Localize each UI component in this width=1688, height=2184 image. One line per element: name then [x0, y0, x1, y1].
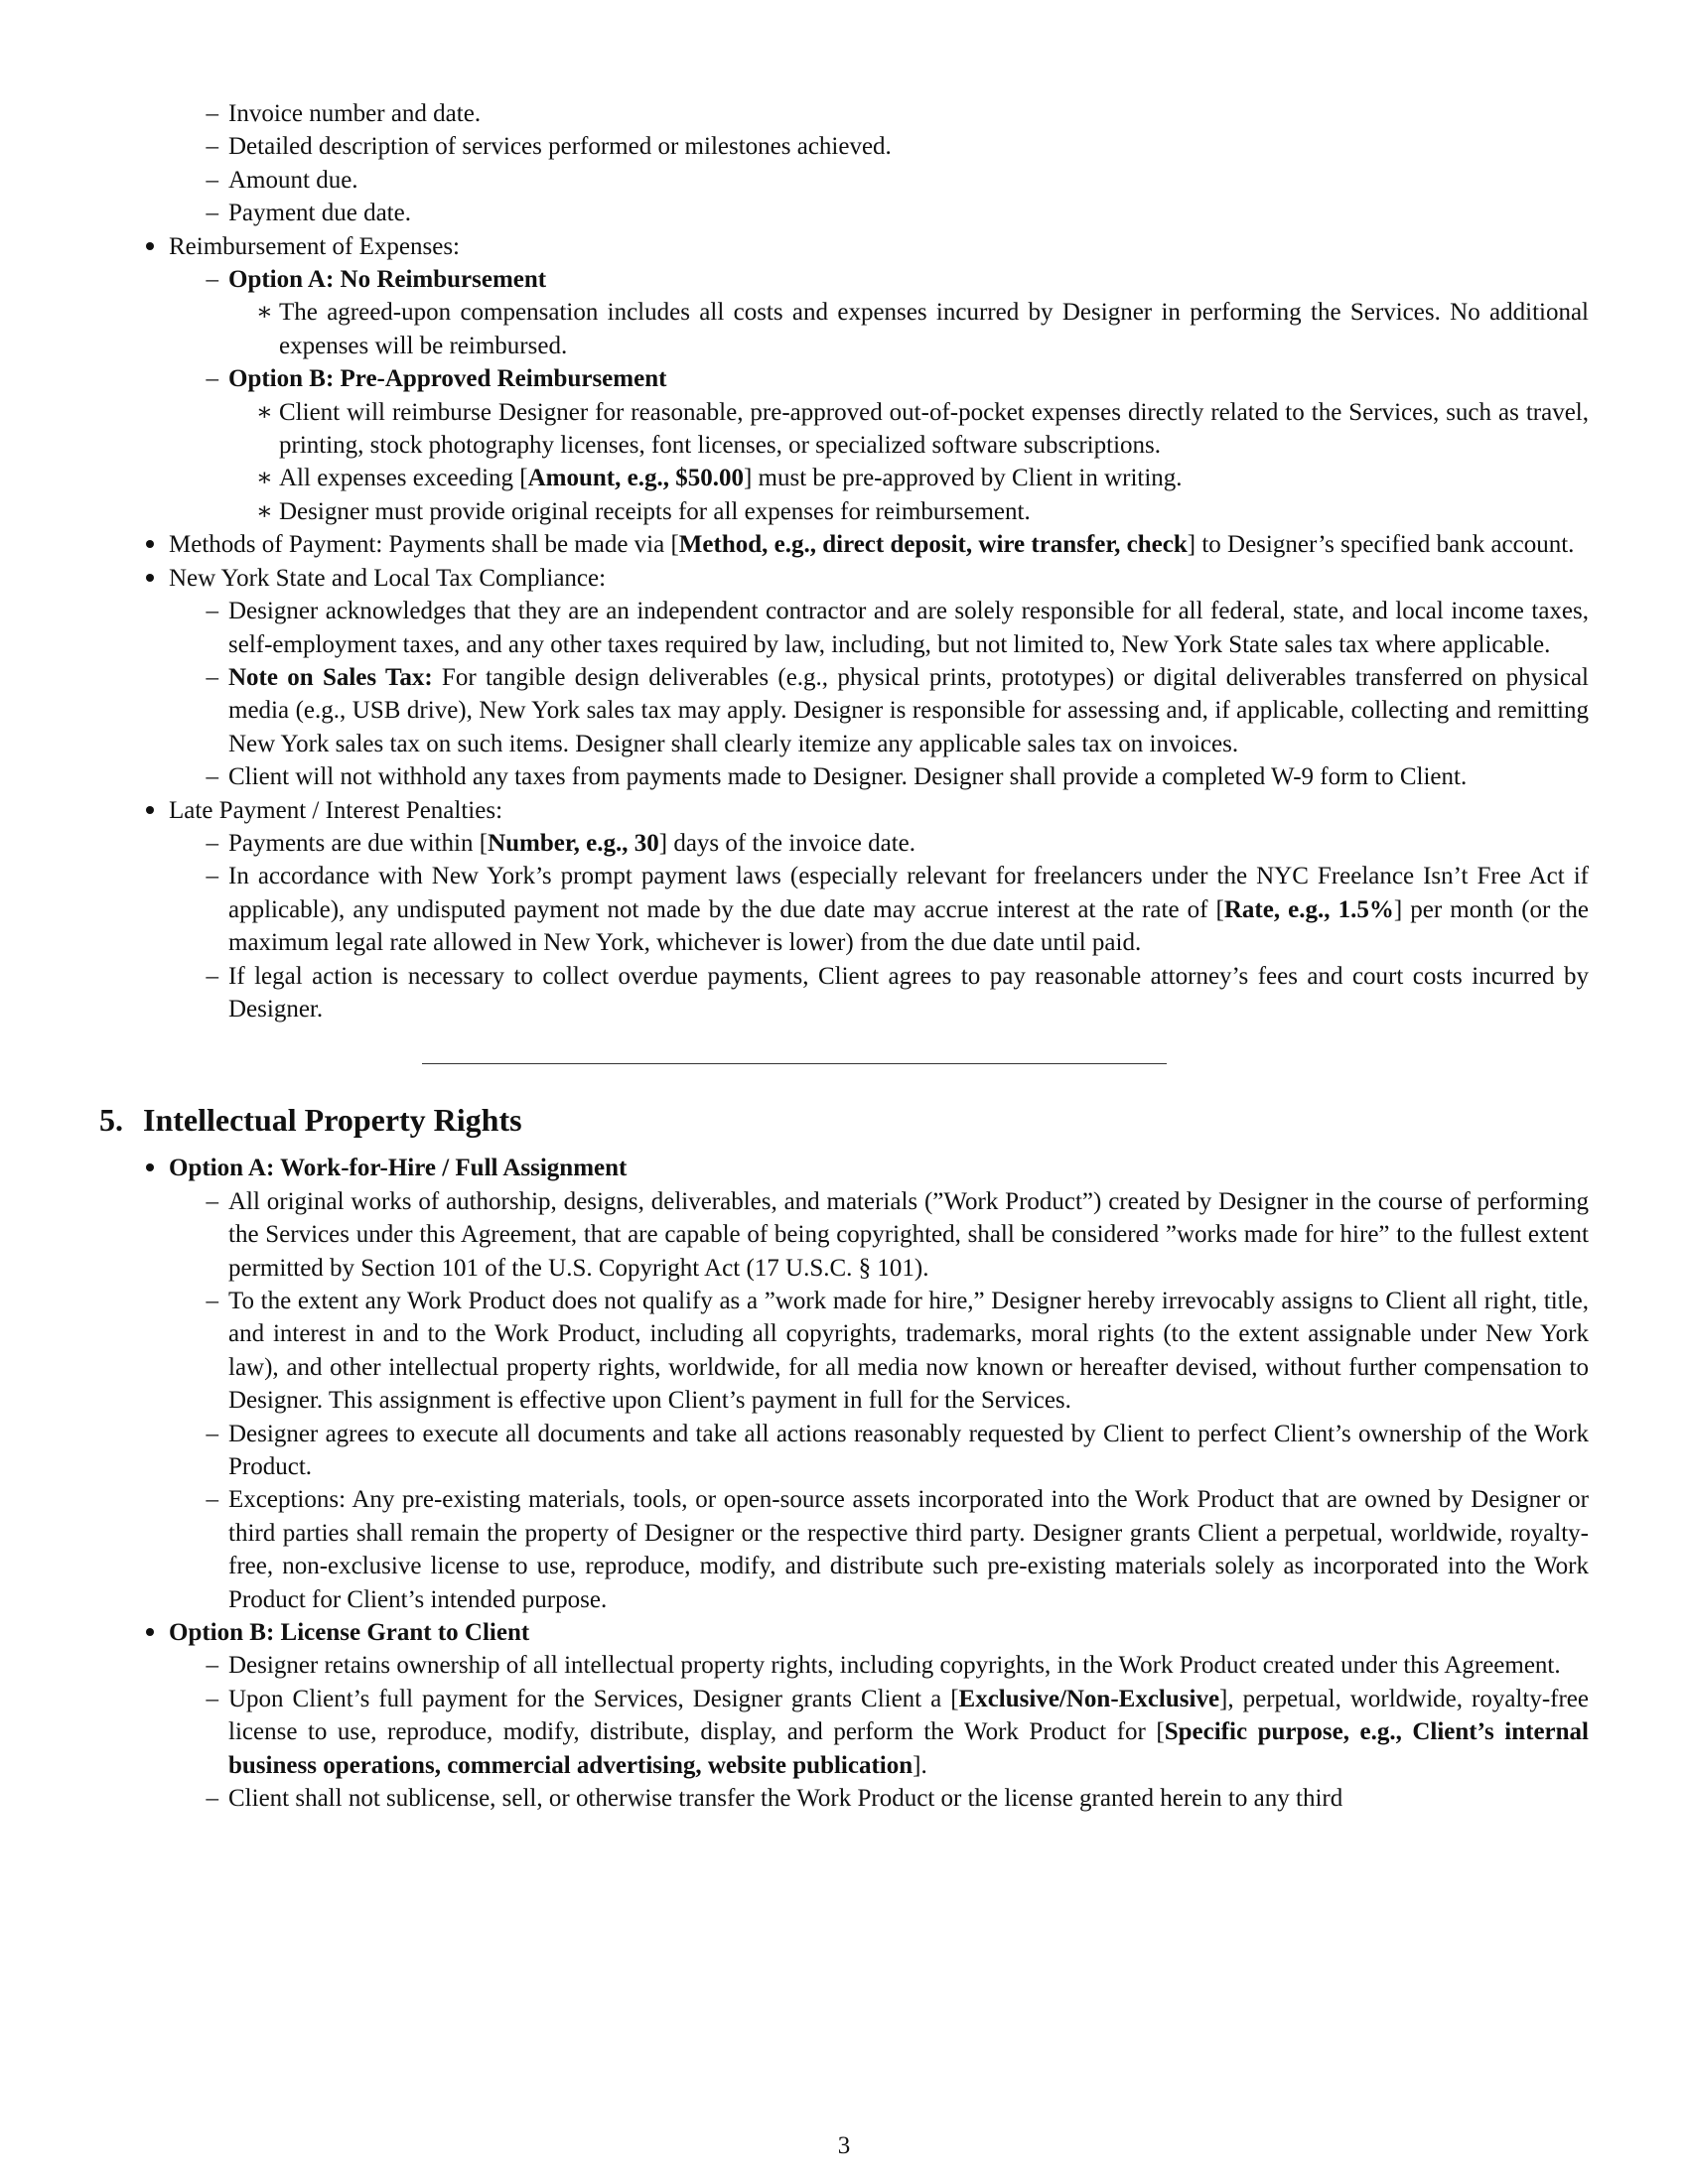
list-item: ∗ Designer must provide original receipts for all expenses for reimbursement. [256, 497, 1031, 525]
section-heading: 5. Intellectual Property Rights [99, 1102, 522, 1139]
list-item: – If legal action is necessary to collect overdue payments, Client agrees to pay reasonable attorney’s fees and court costs incurred by Designer. [206, 962, 1589, 1023]
list-item: – Option B: Pre-Approved Reimbursement ∗ Client will reimburse Designer for reasonable, pre-approved out-of-pocket expenses directly related to the Services, such as travel, printing, stock photography licenses, font licenses, or specialized software subscriptions. ∗ All expenses exceeding [Amount, e.g., $50.00] must be pre-approved by Client in writing. ∗ Designer must provide original receipts for all expenses for reimbursement. [169, 362, 1589, 528]
tax-item: New York State and Local Tax Compliance: – Designer acknowledges that they are an independent contractor and are solely responsible for all federal, state, and local income taxes, self-employment taxes, and any other taxes required by law, including, but not limited to, New York State sales tax where applicable. – Note on Sales Tax: For tangible design deliverables (e.g., physical prints, prototypes) or digital deliverables transferred on physical media (e.g., USB drive), New York sales tax may apply. Designer is responsible for assessing and, if applicable, collecting and remitting New York sales tax on such items. Designer shall clearly itemize any applicable sales tax on invoices. – Client will not withhold any taxes from payments made to Designer. Designer shall provide a completed W-9 form to Client. [99, 562, 1589, 794]
list-item: – Option A: No Reimbursement ∗ The agreed-upon compensation includes all costs and expenses incurred by Designer in performing the Services. No additional expenses will be reimbursed. [169, 263, 1589, 362]
late-payment-item: Late Payment / Interest Penalties: – Payments are due within [Number, e.g., 30] days of the invoice date. – In accordance with New York’s prompt payment laws (especially relevant for freelancers under the NYC Freelance Isn’t Free Act if applicable), any undisputed payment not made by the due date may accrue interest at the rate of [Rate, e.g., 1.5%] per month (or the maximum legal rate allowed in New York, whichever is lower) from the due date until paid. – If legal action is necessary to collect overdue payments, Client agrees to pay reasonable attorney’s fees and court costs incurred by Designer. [99, 794, 1589, 1026]
list-item: ∗ Client will reimburse Designer for reasonable, pre-approved out-of-pocket expenses directly related to the Services, such as travel, printing, stock photography licenses, font licenses, or specialized software subscriptions. [256, 398, 1589, 460]
list-item: ∗ The agreed-upon compensation includes all costs and expenses incurred by Designer in performing the Services. No additional expenses will be reimbursed. [256, 299, 1589, 359]
page-number: 3 [837, 2132, 851, 2159]
list-item: – Designer retains ownership of all intellectual property rights, including copyrights, in the Work Product created under this Agreement. [206, 1652, 1561, 1680]
list-item: – Invoice number and date. [206, 100, 482, 127]
reimbursement-item: Reimbursement of Expenses: – Option A: No Reimbursement ∗ The agreed-upon compensation includes all costs and expenses incurred by Designer in performing the Services. No additional expenses will be reimbursed. – Option B: Pre-Approved Reimbursement ∗ Client will reimburse Designer for reasonable, pre-approved out-of-pocket expenses directly related to the Services, such as travel, printing, stock photography licenses, font licenses, or specialized software subscriptions. ∗ All expenses exceeding [Amount, e.g., $50.00] must be pre-approved by Client in writing. ∗ Designer must provide original receipts for all expenses for reimbursement. [99, 230, 1589, 529]
section-divider [422, 1063, 1167, 1064]
ip-option-b: Option B: License Grant to Client – Designer retains ownership of all intellectual property rights, including copyrights, in the Work Product created under this Agreement. – Upon Client’s full payment for the Services, Designer grants Client a [Exclusive/Non-Exclusive], perpetual, worldwide, royalty-free license to use, reproduce, modify, distribute, display, and perform the Work Product for [Specific purpose, e.g., Client’s internal business operations, commercial advertising, website publication]. – Client shall not sublicense, sell, or otherwise transfer the Work Product or the license granted herein to any third [99, 1616, 1589, 1815]
list-item: – Upon Client’s full payment for the Services, Designer grants Client a [Exclusive/Non-Exclusive], perpetual, worldwide, royalty-free license to use, reproduce, modify, distribute, display, and perform the Work Product for [Specific purpose, e.g., Client’s internal business operations, commercial advertising, website publication]. [206, 1685, 1590, 1779]
list-item: – Detailed description of services performed or milestones achieved. [206, 133, 892, 161]
list-item: ∗ All expenses exceeding [Amount, e.g., $50.00] must be pre-approved by Client in writing. [256, 465, 1183, 492]
invoice-items-list [99, 97, 1589, 230]
list-item: – Designer acknowledges that they are an independent contractor and are solely responsible for all federal, state, and local income taxes, self-employment taxes, and any other taxes required by law, including, but not limited to, New York State sales tax where applicable. [206, 598, 1589, 658]
list-item: – Designer agrees to execute all documents and take all actions reasonably requested by Client to perfect Client’s ownership of the Work Product. [206, 1420, 1589, 1481]
list-item: – Note on Sales Tax: For tangible design deliverables (e.g., physical prints, prototypes) or digital deliverables transferred on physical media (e.g., USB drive), New York sales tax may apply. Designer is responsible for assessing and, if applicable, collecting and remitting New York sales tax on such items. Designer shall clearly itemize any applicable sales tax on invoices. [206, 663, 1589, 757]
list-item: – Payments are due within [Number, e.g., 30] days of the invoice date. [206, 829, 915, 857]
list-item: – Exceptions: Any pre-existing materials, tools, or open-source assets incorporated into the Work Product that are owned by Designer or third parties shall remain the property of Designer or the respective third party. Designer grants Client a perpetual, worldwide, royalty-free, non-exclusive license to use, reproduce, modify, and distribute such pre-existing materials solely as incorporated into the Work Product for Client’s intended purpose. [206, 1486, 1589, 1613]
list-item: – Client shall not sublicense, sell, or otherwise transfer the Work Product or the license granted herein to any third [206, 1785, 1343, 1813]
list-item: – Payment due date. [206, 200, 411, 227]
list-item: – To the extent any Work Product does not qualify as a ”work made for hire,” Designer hereby irrevocably assigns to Client all right, title, and interest in and to the Work Product, including all copyrights, trademarks, moral rights (to the extent assignable under New York law), and other intellectual property rights, worldwide, for all media now known or hereafter devised, without further compensation to Designer. This assignment is effective upon Client’s payment in full for the Services. [206, 1288, 1589, 1415]
list-item: – Amount due. [206, 166, 358, 194]
list-item: – Client will not withhold any taxes from payments made to Designer. Designer shall provide a completed W-9 form to Client. [206, 763, 1468, 791]
ip-rights-list [99, 1152, 1589, 1815]
list-item: – All original works of authorship, designs, deliverables, and materials (”Work Product”) created by Designer in the course of performing the Services under this Agreement, that are capable of being copyrighted, shall be considered ”works made for hire” to the fullest extent permitted by Section 101 of the U.S. Copyright Act (17 U.S.C. § 101). [206, 1187, 1589, 1282]
methods-item: Methods of Payment: Payments shall be made via [Method, e.g., direct deposit, wire transfer, check] to Designer’s specified bank account. [99, 528, 1589, 561]
ip-option-a: Option A: Work-for-Hire / Full Assignment – All original works of authorship, designs, deliverables, and materials (”Work Product”) created by Designer in the course of performing the Services under this Agreement, that are capable of being copyrighted, shall be considered ”works made for hire” to the fullest extent permitted by Section 101 of the U.S. Copyright Act (17 U.S.C. § 101). – To the extent any Work Product does not qualify as a ”work made for hire,” Designer hereby irrevocably assigns to Client all right, title, and interest in and to the Work Product, including all copyrights, trademarks, moral rights (to the extent assignable under New York law), and other intellectual property rights, worldwide, for all media now known or hereafter devised, without further compensation to Designer. This assignment is effective upon Client’s payment in full for the Services. – Designer agrees to execute all documents and take all actions reasonably requested by Client to perfect Client’s ownership of the Work Product. – Exceptions: Any pre-existing materials, tools, or open-source assets incorporated into the Work Product that are owned by Designer or third parties shall remain the property of Designer or the respective third party. Designer grants Client a perpetual, worldwide, royalty-free, non-exclusive license to use, reproduce, modify, and distribute such pre-existing materials solely as incorporated into the Work Product for Client’s intended purpose. [99, 1152, 1589, 1616]
list-item: – In accordance with New York’s prompt payment laws (especially relevant for freelancers under the NYC Freelance Isn’t Free Act if applicable), any undisputed payment not made by the due date may accrue interest at the rate of [Rate, e.g., 1.5%] per month (or the maximum legal rate allowed in New York, whichever is lower) from the due date until paid. [206, 863, 1589, 957]
document-page [99, 97, 1589, 1816]
payment-terms-list [99, 230, 1589, 1026]
